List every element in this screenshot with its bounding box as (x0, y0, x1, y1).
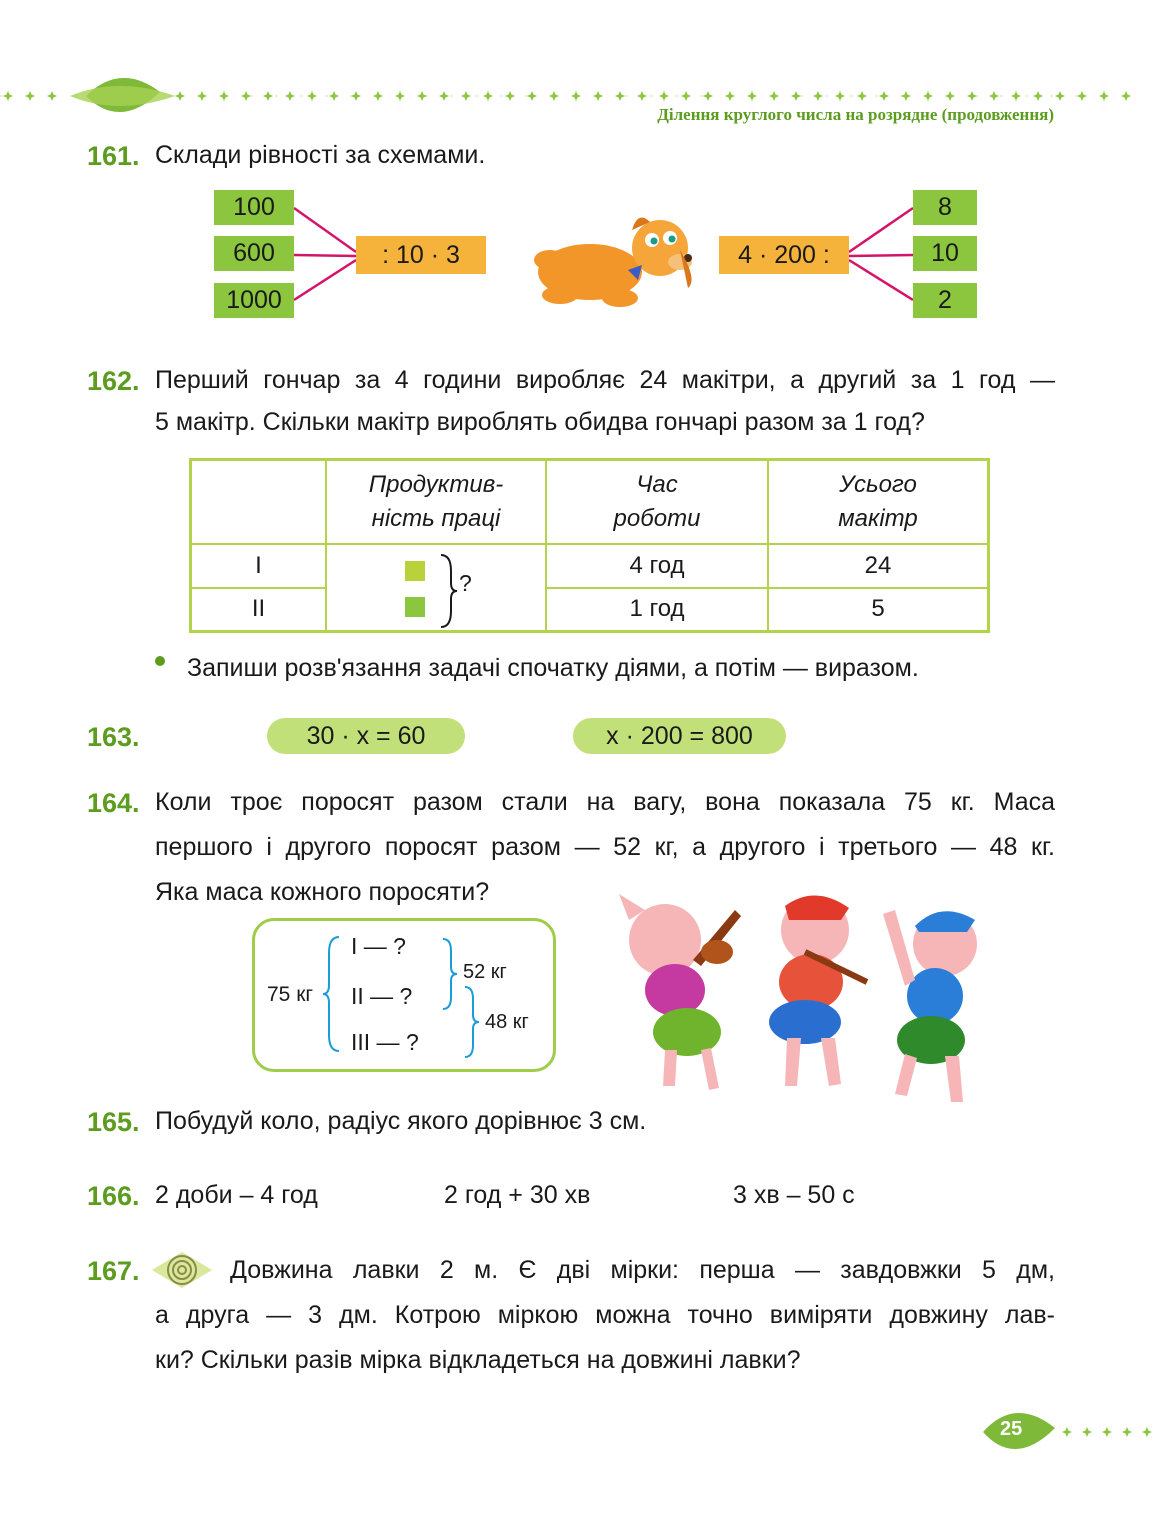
star-ornament-icon (219, 91, 229, 101)
equation-pill: 30 · x = 60 (267, 718, 465, 754)
total-cell: 24 (768, 544, 989, 588)
expression: 3 хв – 50 с (733, 1181, 855, 1209)
exercise-text: Перший гончар за 4 години виробляє 24 макітри, а другий за 1 год — (155, 366, 1055, 394)
exercise-text: ки? Скільки разів мірка відкладеться на довжині лавки? (155, 1346, 801, 1374)
unknown-square (405, 597, 425, 617)
exercise-text: Коли троє поросят разом стали на вагу, вона показала 75 кг. Маса (155, 788, 1055, 816)
star-ornament-icon (813, 91, 823, 101)
section-title: Ділення круглого числа на розрядне (продовження) (657, 105, 1054, 124)
time-cell: 4 год (546, 544, 768, 588)
star-ornament-icon (703, 91, 713, 101)
star-ornament-icon (505, 91, 515, 101)
piglet-1-label: I — ? (351, 933, 406, 959)
exercise-text: 5 макітр. Скільки макітр вироблять обидва гончарі разом за 1 год? (155, 408, 925, 436)
star-ornament-icon (47, 91, 57, 101)
exercise-text: Яка маса кожного поросяти? (155, 878, 490, 906)
star-ornament-icon (3, 91, 13, 101)
star-ornament-icon (1142, 1427, 1152, 1437)
exercise-number: 161. (87, 141, 140, 171)
page-number: 25 (1000, 1418, 1023, 1440)
star-ornament-icon (1062, 1427, 1072, 1437)
star-ornament-icon (835, 91, 845, 101)
expression: 2 год + 30 хв (444, 1181, 591, 1209)
star-ornament-icon (329, 91, 339, 101)
piglets-illustration (605, 890, 1005, 1110)
exercise-number: 164. (87, 788, 140, 818)
operation-box: 4 · 200 : (719, 236, 849, 274)
exercise-number: 163. (87, 722, 140, 752)
star-ornament-icon (769, 91, 779, 101)
brace-icon (323, 935, 341, 1053)
star-ornament-icon (307, 91, 317, 101)
star-ornament-icon (549, 91, 559, 101)
star-ornament-icon (373, 91, 383, 101)
expression: 2 доби – 4 год (155, 1181, 318, 1209)
row-label: II (191, 588, 327, 632)
total-cell: 5 (768, 588, 989, 632)
scheme-lines-right (849, 200, 913, 310)
star-ornament-icon (1122, 1427, 1132, 1437)
star-ornament-icon (1102, 1427, 1112, 1437)
star-ornament-icon (241, 91, 251, 101)
bullet-icon (155, 656, 165, 666)
operation-box: : 10 · 3 (356, 236, 486, 274)
table-corner-cell (191, 460, 327, 544)
exercise-number: 167. (87, 1256, 140, 1286)
exercise-text: Побудуй коло, радіус якого дорівнює 3 см. (155, 1107, 647, 1135)
column-header: Продуктив- ність праці (326, 460, 546, 544)
brace-icon (441, 937, 459, 1011)
value-box: 8 (913, 190, 977, 225)
exercise-text: Склади рівності за схемами. (155, 141, 486, 169)
table-row (191, 544, 989, 588)
value-box: 1000 (214, 283, 294, 318)
sum-label: 52 кг (463, 961, 507, 983)
star-ornament-icon (571, 91, 581, 101)
scheme-box (252, 918, 556, 1072)
star-ornament-icon (593, 91, 603, 101)
star-ornament-icon (967, 91, 977, 101)
exercise-text: Довжина лавки 2 м. Є дві мірки: перша — завдовжки 5 дм, (230, 1256, 1055, 1284)
star-ornament-icon (1033, 91, 1043, 101)
star-ornament-icon (439, 91, 449, 101)
star-ornament-icon (923, 91, 933, 101)
star-ornament-icon (681, 91, 691, 101)
time-cell: 1 год (546, 588, 768, 632)
star-ornament-icon (1055, 91, 1065, 101)
value-box: 2 (913, 283, 977, 318)
star-ornament-icon (25, 91, 35, 101)
unknown-square (405, 561, 425, 581)
star-ornament-icon (879, 91, 889, 101)
row-label: I (191, 544, 327, 588)
star-ornament-icon (901, 91, 911, 101)
star-ornament-icon (945, 91, 955, 101)
star-ornament-icon (175, 91, 185, 101)
star-ornament-icon (417, 91, 427, 101)
star-ornament-icon (615, 91, 625, 101)
exercise-number: 162. (87, 366, 140, 396)
star-ornament-icon (285, 91, 295, 101)
dog-illustration (520, 210, 700, 315)
column-header: Час роботи (546, 460, 768, 544)
star-ornament-icon (637, 91, 647, 101)
scheme-lines-left (294, 200, 356, 310)
piglet-3-label: III — ? (351, 1029, 419, 1055)
column-header: Усього макітр (768, 460, 989, 544)
value-box: 10 (913, 236, 977, 271)
difficulty-target-icon (150, 1250, 214, 1290)
star-ornament-icon (263, 91, 273, 101)
piglet-2-label: II — ? (351, 983, 413, 1009)
star-ornament-icon (1011, 91, 1021, 101)
task-instruction: Запиши розв'язання задачі спочатку діями, а потім — виразом. (187, 654, 919, 682)
star-ornament-icon (351, 91, 361, 101)
brace-icon (439, 553, 459, 629)
brace-icon (463, 985, 481, 1059)
data-table (189, 458, 990, 633)
table-row (191, 588, 989, 632)
star-ornament-icon (1077, 91, 1087, 101)
star-ornament-icon (791, 91, 801, 101)
productivity-cell (326, 544, 546, 632)
value-box: 600 (214, 236, 294, 271)
star-ornament-icon (483, 91, 493, 101)
star-ornament-icon (1121, 91, 1131, 101)
star-ornament-icon (395, 91, 405, 101)
exercise-text: першого і другого поросят разом — 52 кг, а другого і третього — 48 кг. (155, 833, 1055, 861)
star-ornament-icon (461, 91, 471, 101)
star-ornament-icon (725, 91, 735, 101)
exercise-text: а друга — 3 дм. Котрою міркою можна точно виміряти довжину лав- (155, 1301, 1055, 1329)
star-ornament-icon (989, 91, 999, 101)
sum-label: 48 кг (485, 1011, 529, 1033)
star-ornament-icon (659, 91, 669, 101)
star-ornament-icon (197, 91, 207, 101)
total-label: 75 кг (267, 983, 314, 1006)
question-mark: ? (459, 569, 472, 596)
star-ornament-icon (747, 91, 757, 101)
star-ornament-icon (1082, 1427, 1092, 1437)
star-ornament-icon (857, 91, 867, 101)
star-ornament-icon (527, 91, 537, 101)
star-ornament-icon (1099, 91, 1109, 101)
exercise-number: 166. (87, 1181, 140, 1211)
exercise-number: 165. (87, 1107, 140, 1137)
equation-pill: x · 200 = 800 (573, 718, 786, 754)
value-box: 100 (214, 190, 294, 225)
